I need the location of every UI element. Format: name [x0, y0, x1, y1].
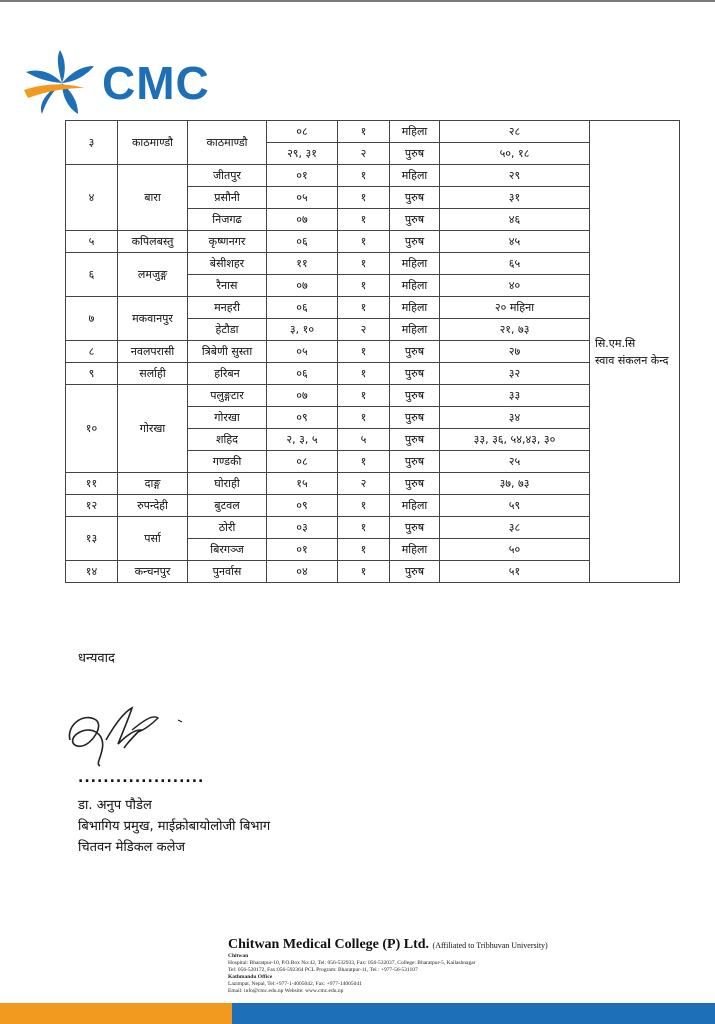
age-cell: २८: [440, 121, 590, 143]
age-cell: ४६: [440, 209, 590, 231]
district-cell: रुपन्देही: [118, 495, 188, 517]
gender-cell: पुरुष: [390, 363, 440, 385]
serial-cell: १४: [66, 561, 118, 583]
ward-cell: ०६: [267, 363, 338, 385]
district-cell: लमजुङ्ग: [118, 253, 188, 297]
collection-center-line2: स्वाव संकलन केन्द: [595, 353, 669, 367]
municipality-cell: कृष्णनगर: [188, 231, 267, 253]
municipality-cell: पुनर्वास: [188, 561, 267, 583]
cmc-logo: [22, 48, 222, 118]
ward-cell: ०९: [267, 495, 338, 517]
gender-cell: पुरुष: [390, 385, 440, 407]
count-cell: १: [338, 187, 390, 209]
ward-cell: ०९: [267, 407, 338, 429]
gender-cell: महिला: [390, 165, 440, 187]
footer-line: Kathmandu Office: [228, 974, 273, 980]
municipality-cell: हरिबन: [188, 363, 267, 385]
footer-college-name: Chitwan Medical College (P) Ltd.: [228, 937, 430, 952]
count-cell: १: [338, 385, 390, 407]
ward-cell: ०७: [267, 209, 338, 231]
district-cell: दाङ्ग: [118, 473, 188, 495]
footer-line: Hospital: Bharatpur-10, P.O.Box No:42, Tel: 056-532933, Fax: 056-532037, College: Bharatpur-5, Kailashnagar: [228, 960, 476, 966]
age-cell: ३३, ३६, ५४,४३, ३०: [440, 429, 590, 451]
ward-cell: ०५: [267, 341, 338, 363]
gender-cell: पुरुष: [390, 517, 440, 539]
table-row: [66, 121, 680, 143]
ward-cell: ०८: [267, 121, 338, 143]
ward-cell: ०७: [267, 275, 338, 297]
ward-cell: ०६: [267, 231, 338, 253]
age-cell: २७: [440, 341, 590, 363]
municipality-cell: पलुङ्गटार: [188, 385, 267, 407]
signature-dotted-line: ....................: [78, 770, 205, 786]
table-row: [66, 253, 680, 275]
municipality-cell: काठमाण्डौ: [188, 121, 267, 165]
age-cell: ५०: [440, 539, 590, 561]
district-cell: गोरखा: [118, 385, 188, 473]
municipality-cell: घोराही: [188, 473, 267, 495]
ward-cell: ०१: [267, 539, 338, 561]
count-cell: १: [338, 407, 390, 429]
gender-cell: महिला: [390, 319, 440, 341]
gender-cell: महिला: [390, 253, 440, 275]
gender-cell: पुरुष: [390, 341, 440, 363]
count-cell: २: [338, 319, 390, 341]
footer-affiliation: (Affiliated to Tribhuvan University): [432, 941, 548, 950]
ward-cell: १५: [267, 473, 338, 495]
serial-cell: ८: [66, 341, 118, 363]
signatory-institution: चितवन मेडिकल कलेज: [78, 840, 186, 855]
table-row: [66, 165, 680, 187]
municipality-cell: गोरखा: [188, 407, 267, 429]
age-cell: २९: [440, 165, 590, 187]
age-cell: ३३: [440, 385, 590, 407]
signatory-block: [78, 795, 270, 858]
count-cell: १: [338, 451, 390, 473]
footer-line: Email: info@cmc.edu.np Website: www.cmc.edu.np: [228, 988, 344, 994]
serial-cell: ७: [66, 297, 118, 341]
count-cell: १: [338, 341, 390, 363]
serial-cell: ३: [66, 121, 118, 165]
table-row: [66, 363, 680, 385]
age-cell: २० महिना: [440, 297, 590, 319]
age-cell: २१, ७३: [440, 319, 590, 341]
municipality-cell: जीतपुर: [188, 165, 267, 187]
district-cell: नवलपरासी: [118, 341, 188, 363]
ward-cell: ११: [267, 253, 338, 275]
count-cell: १: [338, 495, 390, 517]
municipality-cell: मनहरी: [188, 297, 267, 319]
age-cell: ४०: [440, 275, 590, 297]
count-cell: १: [338, 209, 390, 231]
table-row: [66, 385, 680, 407]
footer-orange-bar: [0, 1003, 232, 1024]
age-cell: २५: [440, 451, 590, 473]
collection-center-cell: [590, 121, 680, 583]
age-cell: ५०, १८: [440, 143, 590, 165]
district-cell: कपिलबस्तु: [118, 231, 188, 253]
age-cell: ३७, ७३: [440, 473, 590, 495]
count-cell: १: [338, 297, 390, 319]
ward-cell: ०१: [267, 165, 338, 187]
municipality-cell: प्रसौनी: [188, 187, 267, 209]
count-cell: १: [338, 275, 390, 297]
cmc-logo-star-icon: [22, 48, 102, 118]
count-cell: १: [338, 517, 390, 539]
table-row: [66, 473, 680, 495]
district-cell: पर्सा: [118, 517, 188, 561]
signatory-name: डा. अनुप पौडेल: [78, 798, 152, 813]
district-cell: सर्लाही: [118, 363, 188, 385]
count-cell: १: [338, 363, 390, 385]
table-row: [66, 341, 680, 363]
serial-cell: ११: [66, 473, 118, 495]
footer-line: Tel: 056-520172, Fax:056-592364 PCL Program: Bharatpur-11, Tel : +977-56-531107: [228, 967, 418, 973]
municipality-cell: बुटवल: [188, 495, 267, 517]
footer-line: Chitwan: [228, 953, 249, 959]
thanks-text: धन्यवाद: [78, 651, 115, 666]
count-cell: १: [338, 253, 390, 275]
gender-cell: पुरुष: [390, 187, 440, 209]
logo-text: CMC: [102, 57, 210, 109]
letterhead-footer: [228, 937, 648, 995]
ward-cell: ३, १०: [267, 319, 338, 341]
count-cell: ५: [338, 429, 390, 451]
signatory-designation: बिभागिय प्रमुख, माईक्रोबायोलोजी बिभाग: [78, 819, 271, 834]
count-cell: २: [338, 143, 390, 165]
table-row: [66, 561, 680, 583]
serial-cell: १२: [66, 495, 118, 517]
count-cell: १: [338, 561, 390, 583]
gender-cell: महिला: [390, 495, 440, 517]
municipality-cell: शहिद: [188, 429, 267, 451]
handwritten-signature: [62, 700, 202, 770]
gender-cell: पुरुष: [390, 451, 440, 473]
ward-cell: ०५: [267, 187, 338, 209]
ward-cell: २, ३, ५: [267, 429, 338, 451]
count-cell: १: [338, 165, 390, 187]
collection-center-line1: सि.एम.सि: [595, 336, 636, 350]
gender-cell: पुरुष: [390, 209, 440, 231]
sample-data-table: [65, 120, 680, 583]
table-row: [66, 297, 680, 319]
gender-cell: महिला: [390, 121, 440, 143]
count-cell: १: [338, 539, 390, 561]
table-row: [66, 517, 680, 539]
gender-cell: महिला: [390, 539, 440, 561]
serial-cell: ६: [66, 253, 118, 297]
ward-cell: ०७: [267, 385, 338, 407]
gender-cell: पुरुष: [390, 407, 440, 429]
gender-cell: पुरुष: [390, 561, 440, 583]
serial-cell: ४: [66, 165, 118, 231]
serial-cell: ५: [66, 231, 118, 253]
municipality-cell: निजगढ: [188, 209, 267, 231]
district-cell: बारा: [118, 165, 188, 231]
ward-cell: २९, ३१: [267, 143, 338, 165]
serial-cell: ९: [66, 363, 118, 385]
age-cell: ३१: [440, 187, 590, 209]
ward-cell: ०३: [267, 517, 338, 539]
district-cell: मकवानपुर: [118, 297, 188, 341]
serial-cell: १३: [66, 517, 118, 561]
ward-cell: ०४: [267, 561, 338, 583]
top-border-line: [0, 0, 715, 2]
district-cell: कन्चनपुर: [118, 561, 188, 583]
count-cell: १: [338, 231, 390, 253]
footer-line: Lazimpat, Nepal, Tel:+977-1-4005042, Fax: +977-14005041: [228, 981, 362, 987]
municipality-cell: गण्डकी: [188, 451, 267, 473]
gender-cell: महिला: [390, 275, 440, 297]
footer-title: [228, 937, 648, 953]
count-cell: १: [338, 121, 390, 143]
gender-cell: पुरुष: [390, 231, 440, 253]
gender-cell: पुरुष: [390, 429, 440, 451]
age-cell: ४५: [440, 231, 590, 253]
municipality-cell: बेसीशहर: [188, 253, 267, 275]
municipality-cell: बिरगञ्ज: [188, 539, 267, 561]
municipality-cell: रैनास: [188, 275, 267, 297]
footer-blue-bar: [232, 1003, 715, 1024]
ward-cell: ०८: [267, 451, 338, 473]
gender-cell: पुरुष: [390, 473, 440, 495]
municipality-cell: त्रिबेणी सुस्ता: [188, 341, 267, 363]
gender-cell: पुरुष: [390, 143, 440, 165]
count-cell: २: [338, 473, 390, 495]
ward-cell: ०६: [267, 297, 338, 319]
serial-cell: १०: [66, 385, 118, 473]
gender-cell: महिला: [390, 297, 440, 319]
table-row: [66, 231, 680, 253]
age-cell: ३८: [440, 517, 590, 539]
age-cell: ६५: [440, 253, 590, 275]
age-cell: ५१: [440, 561, 590, 583]
municipality-cell: हेटौडा: [188, 319, 267, 341]
district-cell: काठमाण्डौ: [118, 121, 188, 165]
age-cell: ३२: [440, 363, 590, 385]
age-cell: ३४: [440, 407, 590, 429]
municipality-cell: ठोरी: [188, 517, 267, 539]
table-row: [66, 495, 680, 517]
age-cell: ५९: [440, 495, 590, 517]
